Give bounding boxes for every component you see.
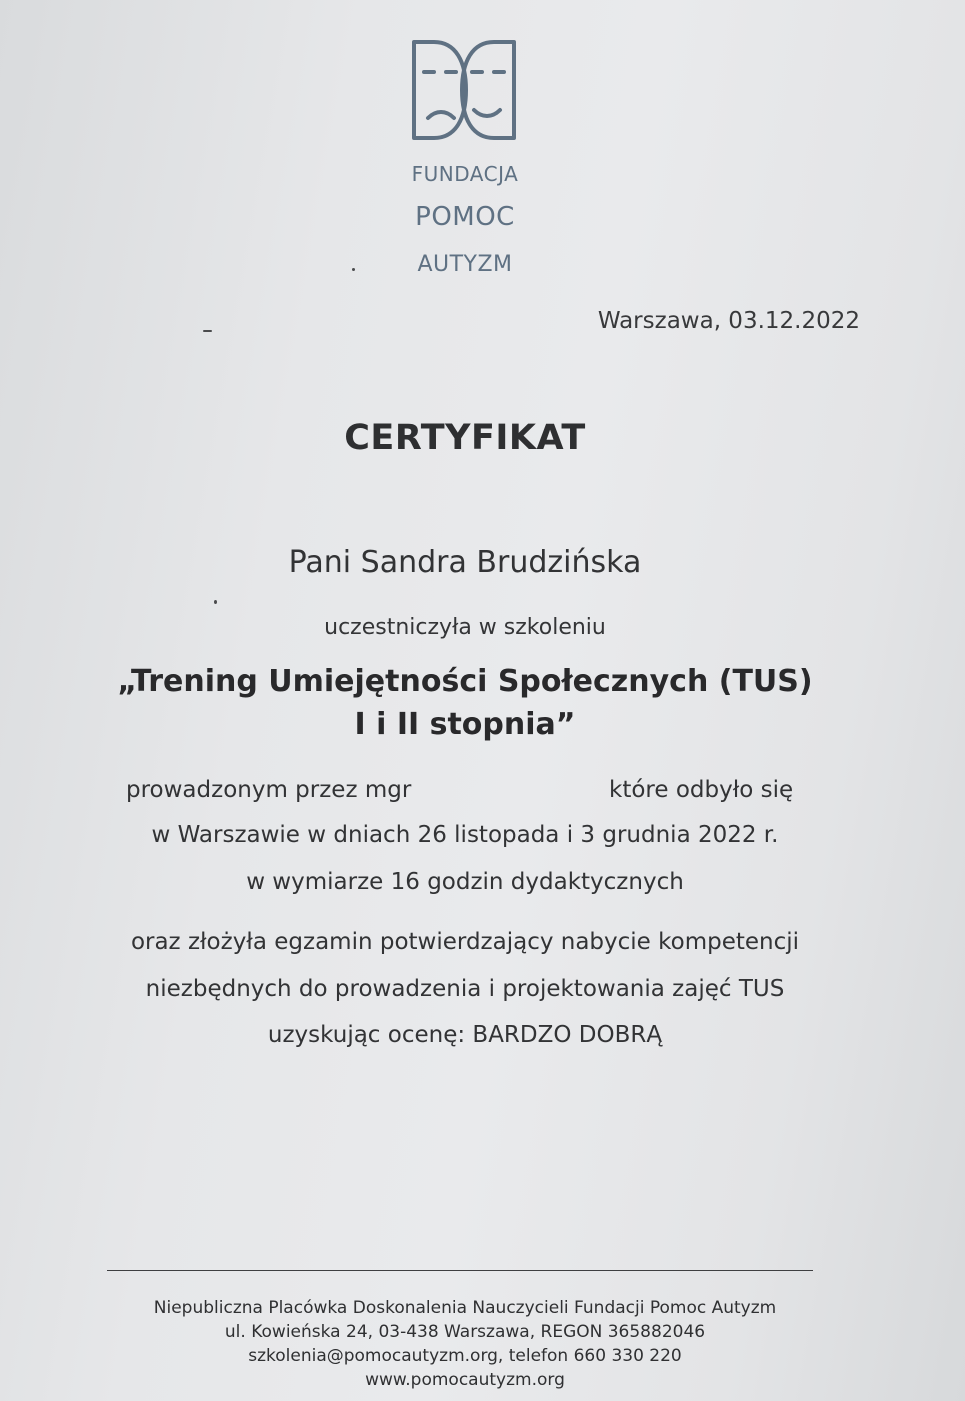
paper-speck (203, 330, 212, 332)
recipient-name: Pani Sandra Brudzińska (288, 545, 642, 580)
course-title-line2: I i II stopnia” (354, 707, 576, 742)
footer-contact: szkolenia@pomocautyzm.org, telefon 660 330 220 (248, 1346, 682, 1366)
paper-speck (352, 268, 355, 271)
exam-text-line1: oraz złożyła egzamin potwierdzający nabycie kompetencji (130, 929, 800, 955)
course-title-line1: „Trening Umiejętności Społecznych (TUS) (117, 664, 813, 699)
logo-line-pomoc: POMOC (415, 202, 515, 232)
hours-text: w wymiarze 16 godzin dydaktycznych (246, 869, 684, 895)
foundation-name (380, 162, 550, 292)
footer-institution: Niepubliczna Placówka Doskonalenia Nauczycieli Fundacji Pomoc Autyzm (153, 1298, 777, 1318)
participated-text: uczestniczyła w szkoleniu (324, 615, 606, 640)
conducted-by-text: prowadzonym przez mgr (126, 777, 412, 803)
place-dates-text: w Warszawie w dniach 26 listopada i 3 grudnia 2022 r. (151, 822, 779, 848)
certificate-title: CERTYFIKAT (344, 418, 586, 458)
grade-text: uzyskując ocenę: BARDZO DOBRĄ (267, 1022, 663, 1048)
exam-text-line2: niezbędnych do prowadzenia i projektowania zajęć TUS (145, 976, 785, 1002)
footer-website: www.pomocautyzm.org (365, 1370, 565, 1390)
theatre-masks-icon (408, 38, 520, 144)
paper-speck (214, 600, 217, 604)
footer-address (0, 1296, 930, 1392)
issue-date: Warszawa, 03.12.2022 (597, 308, 860, 334)
course-title (0, 660, 930, 746)
logo-line-autyzm: AUTYZM (417, 252, 513, 277)
footer-divider (107, 1270, 813, 1271)
took-place-text: które odbyło się (609, 777, 794, 803)
footer-street: ul. Kowieńska 24, 03-438 Warszawa, REGON 365882046 (224, 1322, 706, 1342)
logo-line-fundacja: FUNDACJA (411, 162, 519, 186)
